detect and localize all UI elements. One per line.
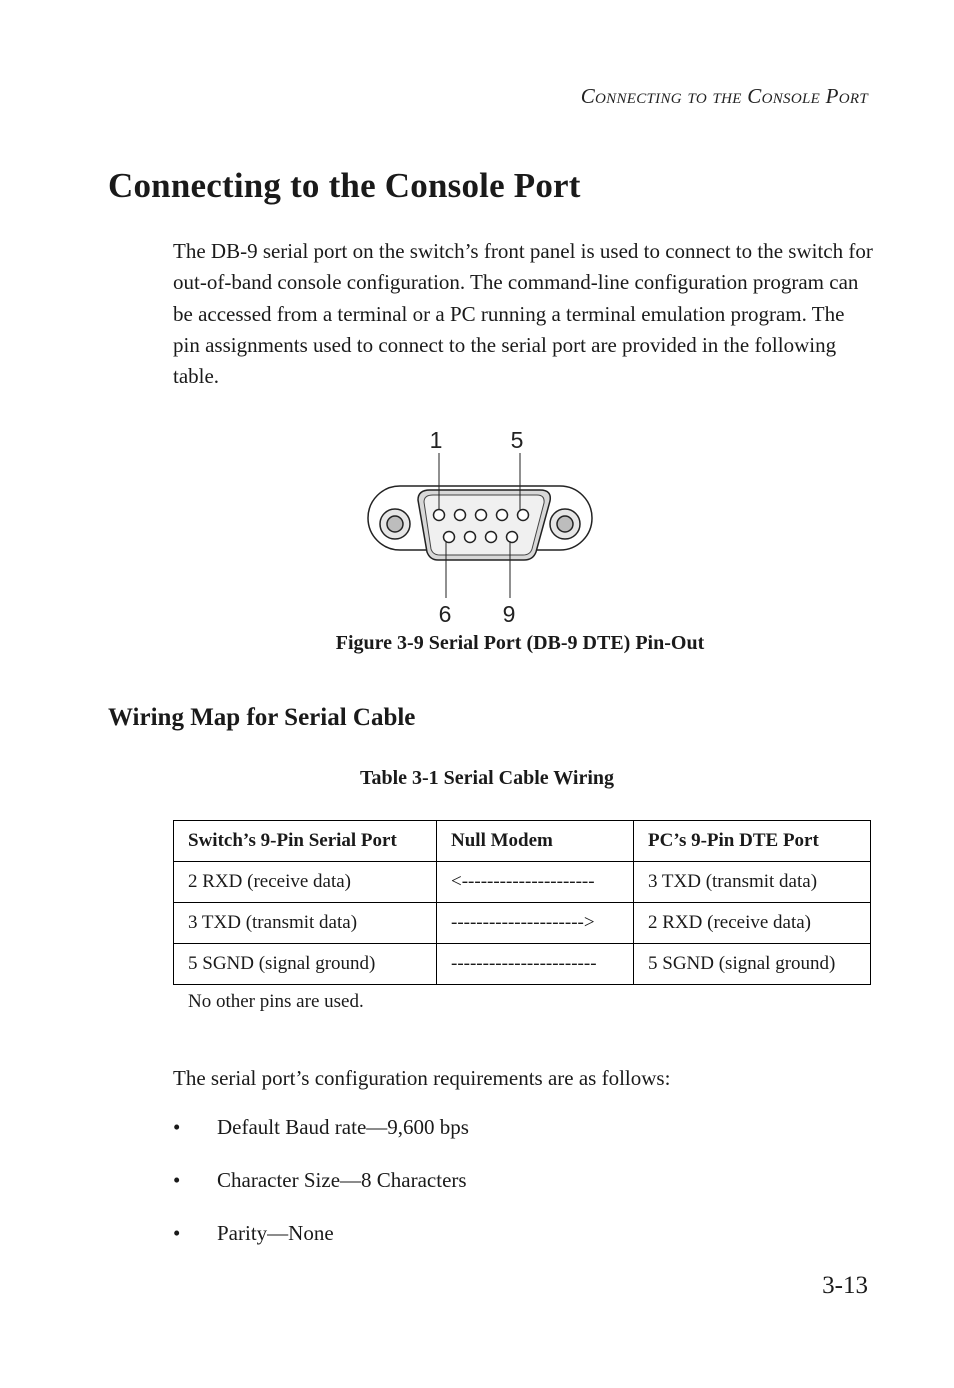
page-title: Connecting to the Console Port: [108, 166, 581, 205]
table-cell: 5 SGND (signal ground): [174, 944, 437, 985]
list-item: [173, 1112, 469, 1165]
pin-6: [444, 532, 455, 543]
list-item: [173, 1218, 469, 1271]
section-heading: Wiring Map for Serial Cable: [108, 704, 416, 731]
table-row: [174, 862, 871, 903]
pin-label-6: 6: [438, 601, 452, 627]
pin-4: [497, 510, 508, 521]
pin-5: [518, 510, 529, 521]
list-item-text: Default Baud rate—9,600 bps: [217, 1115, 469, 1139]
pin-7: [465, 532, 476, 543]
table-cell: 3 TXD (transmit data): [174, 903, 437, 944]
config-intro: The serial port’s configuration requirements are as follows:: [173, 1066, 671, 1090]
intro-paragraph: The DB-9 serial port on the switch’s front panel is used to connect to the switch for out-of-band console configuration. The command-line configuration program can be accessed from a terminal or a PC running a terminal emulation program. The pin assignments used to connect to the serial port are provided in the following table.: [173, 239, 873, 389]
table-header-cell: PC’s 9-Pin DTE Port: [634, 821, 871, 862]
table-cell: 3 TXD (transmit data): [634, 862, 871, 903]
config-list: [173, 1112, 469, 1271]
pin-label-5: 5: [510, 427, 524, 453]
pin-2: [455, 510, 466, 521]
table-cell: 5 SGND (signal ground): [634, 944, 871, 985]
db9-connector-diagram: [360, 420, 600, 630]
table-cell: 2 RXD (receive data): [174, 862, 437, 903]
table-note: No other pins are used.: [188, 991, 364, 1012]
table-caption: Table 3-1 Serial Cable Wiring: [359, 767, 615, 789]
table-header-cell: Switch’s 9-Pin Serial Port: [174, 821, 437, 862]
db9-pinout-figure: [360, 420, 600, 630]
list-item: [173, 1165, 469, 1218]
list-item-text: Character Size—8 Characters: [217, 1168, 467, 1192]
pin-8: [486, 532, 497, 543]
bullet-icon: •: [173, 1115, 181, 1139]
table-row: [174, 944, 871, 985]
pin-label-9: 9: [502, 601, 516, 627]
pin-1: [434, 510, 445, 521]
bullet-icon: •: [173, 1168, 181, 1192]
serial-cable-wiring-table: [173, 820, 871, 985]
page-number: 3-13: [822, 1272, 868, 1299]
running-header: Connecting to the Console Port: [580, 84, 868, 108]
table-header-cell: Null Modem: [437, 821, 634, 862]
pin-9: [507, 532, 518, 543]
table-cell: <---------------------: [437, 862, 634, 903]
table-header-row: [174, 821, 871, 862]
table-cell: --------------------->: [437, 903, 634, 944]
table-cell: 2 RXD (receive data): [634, 903, 871, 944]
pin-3: [476, 510, 487, 521]
table-row: [174, 903, 871, 944]
list-item-text: Parity—None: [217, 1221, 334, 1245]
pin-label-1: 1: [429, 427, 443, 453]
table-cell: -----------------------: [437, 944, 634, 985]
figure-caption: Figure 3-9 Serial Port (DB-9 DTE) Pin-Out: [335, 632, 705, 654]
bullet-icon: •: [173, 1221, 181, 1245]
